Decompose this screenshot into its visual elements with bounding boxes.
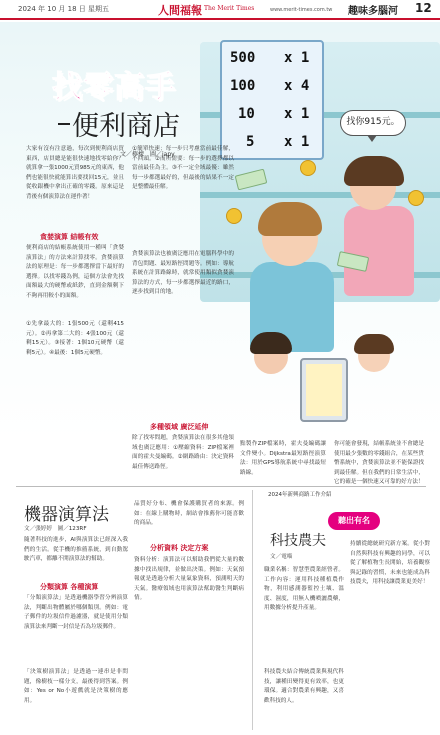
change-board (220, 40, 324, 160)
paragraph: 持續從總統研究新方案。從小對自然與科技有興趣的同學，可以從了解植物生長開始，培養觀察與記錄的習慣，未來也能成為科技農夫，用科技讓農業更美好！ (350, 541, 430, 586)
paragraph: 大家有沒有注意過，每次到便利商店買東西，店員總是能很快速地找零給你？就算拿一張1000元買985元的東西，他們也能很快就能算出要找回15元，並且從收銀機中拿出正確的零錢。原來這是背後有個演算法在運作著！ (26, 146, 124, 200)
article-byline: 文／張婷婷 圖／123RF (24, 526, 87, 532)
paragraph: ①簡單快速：每一步只考慮當前最佳解，不回頭。②而所需要：每一步的選擇都以當前最佳為主。③不一定全域最優：雖然每一步都選最好的，但最後的結果不一定是整體最佳解。 (132, 146, 234, 191)
paragraph: 職業名稱：智慧型農業經營者。工作內容：運用科技種植農作物，利用感測器監控土壤、溫度、濕度，用無人機噴灑農藥，用數據分析提升產量。 (264, 567, 344, 612)
column-divider (252, 490, 253, 730)
child-hair (258, 202, 322, 236)
sidebar-byline: 文／電喵 (270, 554, 293, 560)
coin-icon (300, 160, 316, 176)
article-title: 找零高手 (52, 70, 176, 105)
article-column (24, 668, 128, 728)
paragraph: 除了找零問題，貪婪演算法在很多其他領域也廣泛應用：①壓縮資料：ZIP檔案裡面的霍夫曼編碼。②網路路由：決定資料最佳傳送路徑。 (132, 435, 234, 470)
paragraph: 你可能會發現，結帳系統並不會總是使用最少張數的零錢組合，在某些貨幣系統中，貪婪演算法並不能保證找到最佳解。但在我們的日常生活中，它的確是一個快速又可靠的好方法！ (334, 441, 424, 486)
change-row: 100 x 4 (230, 78, 310, 94)
paragraph: 隨著科技的進步，AI與演算法已經深入我們的生活。從手機的推薦系統，到自動駕駛汽車，都離不開演算法的幫助。 (24, 537, 128, 563)
newspaper-logo-english: The Merit Times (204, 5, 255, 12)
newspaper-logo: 人間福報 (158, 4, 202, 17)
paragraph: 品質好分布、機會保護購買者的來源。例如：在線上購物時，網站會推薦你可能喜歡的商品。 (134, 501, 244, 527)
article-column (264, 566, 344, 666)
child-hair (354, 334, 394, 354)
article-column (134, 556, 244, 728)
change-row: 500 x 1 (230, 50, 310, 66)
tablet-screen (306, 364, 342, 416)
article-column (26, 244, 124, 324)
article-column (350, 540, 430, 728)
masthead (0, 0, 440, 20)
change-row: 5 x 1 (246, 134, 310, 150)
sidebar-title: 科技農夫 (270, 533, 326, 549)
paragraph: 「決策樹演算法」是透過一連串是非問題，像樹枝一樣分支，最後得到答案。例如：Yes or No小遊戲就是決策樹的應用。 (24, 669, 128, 704)
paragraph: 科技農夫結合傳統農業與現代科技，讓種田變得更有效率，也更環保。適合對農業有興趣，又喜歡科技的人。 (264, 669, 344, 704)
sidebar-label: 2024年新興商路工作介紹 (268, 492, 332, 498)
numbered-list: ①先拿最大的：1張500元（還剩415元）。②再拿第二大的：4張100元（還剩15元）。③接著：1個10元硬幣（還剩5元）。④最後：1個5元硬幣。 (26, 321, 124, 356)
change-row: 10 x 1 (238, 106, 310, 122)
article-column (334, 440, 424, 490)
section-subhead: 分析資料 決定方案 (150, 544, 209, 552)
child-hair (250, 332, 292, 354)
coin-icon (408, 190, 424, 206)
article-column (24, 536, 128, 580)
article-column (132, 250, 234, 400)
section-name: 趣味多腦河 (348, 6, 398, 17)
article-title: 機器演算法 (24, 505, 109, 525)
article-subtitle: 便利商店 (72, 111, 180, 142)
paragraph: 「分類演算法」是透過機器學習分辨演算法，判斷出物體屬於哪個類別。例如：電子郵件的垃圾信件過濾器，就是使用分類演算法來判斷一封信是否為垃圾郵件。 (24, 595, 128, 630)
paragraph: 點製作ZIP檔案時，霍夫曼編碼讓文件變小。Dijkstra最短路徑演算法：用於GPS導航系統中尋找最短路線。 (240, 441, 326, 476)
article-column (134, 500, 244, 540)
section-subhead: 貪婪演算 結帳有效 (40, 233, 99, 241)
website-url: www.merit-times.com.tw (270, 7, 333, 13)
section-subhead: 分類演算 各種演算 (40, 583, 99, 591)
article-column (240, 440, 326, 490)
section-subhead: 多種領域 廣泛延伸 (150, 423, 209, 431)
paragraph: 資料分析：演算法可以幫助我們從大量的數據中找出規律，並做出決策。例如：天氣預報就是透過分析大量氣象資料，預測明天的天氣。醫療領域也用演算法幫助醫生判斷病情。 (134, 557, 244, 602)
tablet-illustration (300, 358, 348, 422)
article-column (26, 320, 124, 440)
paragraph: 貪婪演算法也被廣泛應用在電腦科學中的背包問題、最短路徑問題等。例如：導航系統在計算路線時，就常使用類似貪婪演算法的方式，每一步都選擇最近的路口，逐步找到目的地。 (132, 251, 234, 296)
sidebar-badge: 聽出有名 (328, 512, 380, 530)
issue-date: 2024 年 10 月 18 日 星期五 (18, 5, 109, 13)
cashier-hair (344, 156, 404, 186)
speech-bubble: 找你915元。 (340, 110, 406, 136)
title-dash (58, 123, 70, 125)
shelf-divider (200, 192, 440, 198)
article-column (24, 594, 128, 666)
paragraph: 便利商店的結帳系統使用一種叫「貪婪演算法」的方法來計算找零。貪婪演算法的原理是：每一步都選擇當下最好的選擇。以找零錢為例，這個方法會先找面額最大的硬幣或紙鈔，直到金額剩下不夠再用較小的面額。 (26, 245, 124, 299)
article-column (264, 668, 344, 728)
section-divider (16, 486, 426, 487)
cashier-illustration (344, 206, 414, 296)
article-byline: 文／檸檬 圖／japy (120, 151, 175, 158)
article-column (132, 434, 234, 484)
page-number: 12 (415, 1, 432, 15)
